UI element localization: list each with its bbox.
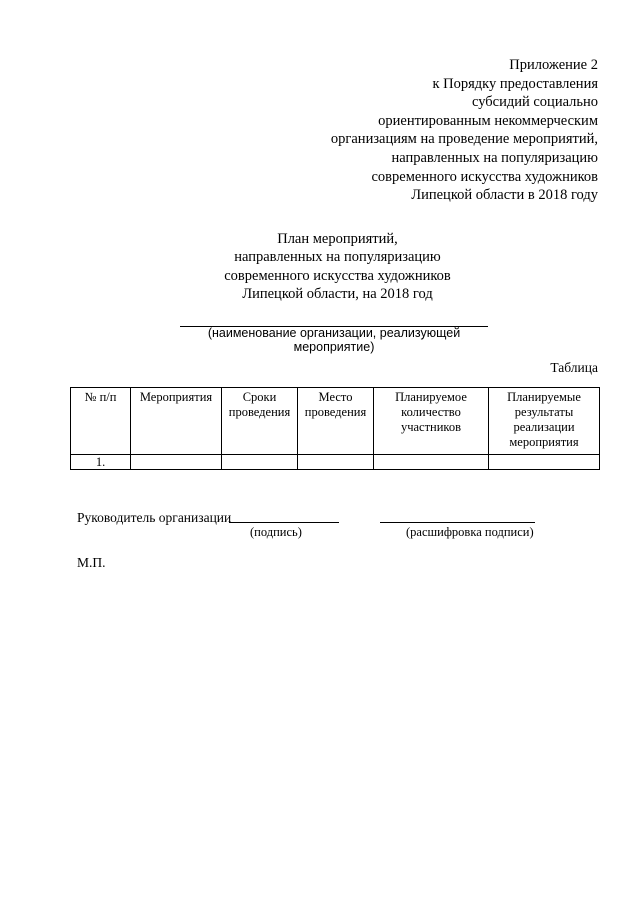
signature-caption: (подпись) [250, 525, 302, 539]
plan-title-line: Липецкой области, на 2018 год [242, 286, 433, 303]
table-header-row [71, 388, 600, 455]
appendix-line: ориентированным некоммерческим [378, 112, 598, 129]
header-participants: Планируемое количество участников [374, 388, 489, 455]
header-place: Место проведения [298, 388, 374, 455]
table-cell [489, 455, 600, 470]
plan-title-line: направленных на популяризацию [234, 249, 441, 266]
signature-decoding-line [380, 522, 535, 523]
table-cell [131, 455, 222, 470]
header-results: Планируемые результаты реализации мероприятия [489, 388, 600, 455]
plan-title [0, 230, 640, 304]
table-row [71, 455, 600, 470]
table-cell: 1. [71, 455, 131, 470]
appendix-line: организациям на проведение мероприятий, [330, 131, 598, 148]
organization-name-caption: (наименование организации, реализующей мероприятие) [207, 326, 461, 354]
appendix-line: Липецкой области в 2018 году [411, 187, 598, 204]
plan-title-line: современного искусства художников [224, 267, 451, 284]
appendix-line: субсидий социально [471, 94, 598, 111]
signature-decoding-caption: (расшифровка подписи) [406, 525, 534, 539]
header-dates: Сроки проведения [222, 388, 298, 455]
appendix-header [331, 56, 598, 205]
table-cell [298, 455, 374, 470]
plan-title-line: План мероприятий, [277, 231, 398, 247]
signature-line [229, 522, 339, 523]
stamp-place-label: М.П. [77, 555, 106, 570]
appendix-line: к Порядку предоставления [432, 75, 598, 92]
table-cell [222, 455, 298, 470]
appendix-line: направленных на популяризацию [391, 149, 598, 166]
table-label: Таблица [550, 360, 598, 375]
header-number: № п/п [71, 388, 131, 455]
header-events: Мероприятия [131, 388, 222, 455]
head-of-organization-label: Руководитель организации [77, 510, 232, 525]
events-plan-table [70, 387, 600, 470]
table-cell [374, 455, 489, 470]
appendix-line: современного искусства художников [371, 168, 598, 185]
appendix-line: Приложение 2 [509, 57, 598, 73]
